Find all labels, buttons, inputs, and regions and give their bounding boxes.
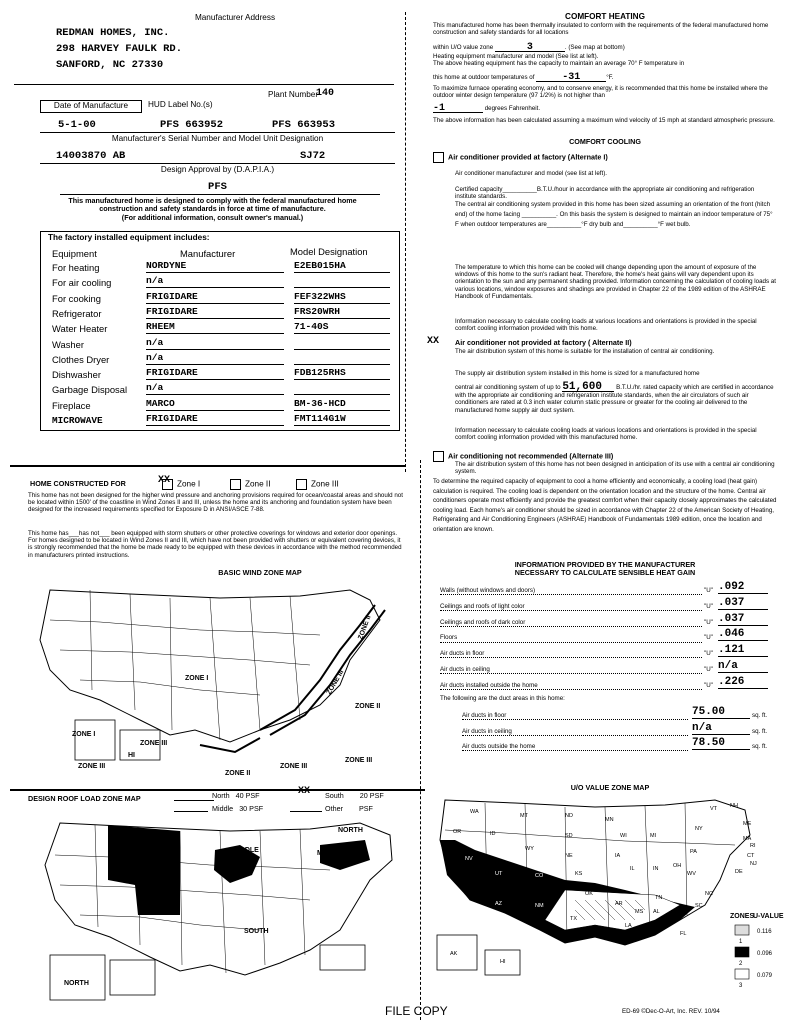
state-label: KS [575,871,583,877]
legend-value: 0.096 [757,951,773,957]
legend-swatch [735,969,749,979]
heat-gain-label: Ceilings and roofs of dark color [440,619,702,627]
serial-value: 14003870 AB [56,150,126,162]
degrees-line [433,105,540,113]
equipment-manufacturer[interactable]: FRIGIDARE [146,367,284,380]
state-label: SD [565,833,573,839]
roof-zone-label: MIDDLE [126,876,153,883]
roof-zone-label: MIDDLE [232,847,259,854]
roof-zone-label: MIDDLE [317,850,344,857]
state-label: ND [565,813,573,819]
alt2-capacity-line [455,381,777,414]
heating-line2: Heating equipment manufacturer and model (See list at left). [433,53,599,60]
hud-value-1: PFS 663952 [160,119,224,131]
state-label: WA [470,809,479,815]
legend-swatch [735,925,749,935]
south-mark: XX [298,786,311,797]
alt1-line5: Information necessary to calculate cooling loads at various locations and orientations is provided in the special comfort cooling information provided with this home. [455,318,757,333]
equipment-model[interactable]: FDB125RHS [294,367,390,380]
home-constructed-label: HOME CONSTRUCTED FOR [30,479,126,488]
state-label: NE [565,853,573,859]
uo-line [433,44,625,52]
legend-zone: 1 [739,939,743,945]
wind-zone-map [20,580,410,785]
degrees-value: -1 [433,103,446,114]
determine-paragraph: To determine the required capacity of equipment to cool a home efficiently and economically, a cooling load (heat gain) calculation is required. The cooling load is dependent on the orientation location and the structure of the home. Central air conditioners operate most efficiently and provide the greatest comfort when their capacity closely approximates the calculated cooling load. Each home's air conditioner should be sized in accordance with Chapter 22 of the American Society of Heating, Refrigerating and Air Conditioning Engineers (ASHRAE) Handbook of Fundamentals 1989 edition, once the location and orientation are known. [433,478,777,533]
alt2-line1: The air distribution system of this home is suitable for the installation of central air conditioning. [455,348,715,355]
equipment-label: MICROWAVE [52,415,103,426]
address-rule [14,84,394,85]
equipment-model[interactable]: E2EB015HA [294,260,390,273]
heat-gain-value[interactable]: .046 [718,628,768,641]
legend-zone: 2 [739,961,743,967]
state-label: NH [730,803,738,809]
alt3-title: Air conditioning not recommended (Alternate III) [448,451,614,461]
duct-unit: sq. ft. [752,743,768,750]
heat-gain-value[interactable]: .037 [718,613,768,626]
state-label: AR [615,901,623,907]
heat-gain-unit: "U" [704,666,713,673]
state-label: ME [743,821,752,827]
duct-value[interactable]: 75.00 [692,706,750,719]
north-psf: 40 PSF [235,791,260,800]
legend-swatch [735,947,749,957]
address-line2: 298 HARVEY FAULK RD. [56,43,183,55]
heat-gain-unit: "U" [704,650,713,658]
heat-gain-unit: "U" [704,634,713,642]
duct-label: Air ducts outside the home [462,743,688,751]
state-label: MS [635,909,644,915]
alt2-title: Air conditioner not provided at factory ( Alternate II) [455,338,632,347]
state-label: CT [747,853,755,859]
equipment-manufacturer[interactable]: FRIGIDARE [146,306,284,319]
heat-gain-label: Air ducts in ceiling [440,666,702,674]
alt1-title: Air conditioner provided at factory (Alternate I) [448,152,608,162]
zone3-box[interactable] [296,479,307,490]
equipment-manufacturer[interactable]: RHEEM [146,321,284,334]
alt1-line2: Certified capacity__________B.T.U./hour in accordance with the appropriate air conditioning and refrigeration institute standards. [455,186,755,201]
compliance-line1: This manufactured home is designed to comply with the federal manufactured home [68,196,357,205]
manufacturer-col-header: Manufacturer [180,248,236,259]
state-label: TX [570,916,578,922]
other-psf: PSF [358,804,373,813]
equipment-model[interactable]: FMT114G1W [294,413,390,426]
equipment-model[interactable] [294,337,390,350]
state-label: MI [650,833,657,839]
alt2-capacity-prefix: central air conditioning system of up to [455,384,561,391]
north-blank[interactable] [174,792,214,801]
heat-gain-unit: "U" [704,587,713,594]
state-label: MD [725,881,734,887]
center-divider [405,12,407,472]
heat-gain-value[interactable]: .037 [718,597,768,610]
state-label: WV [687,871,696,877]
heat-gain-label: Ceilings and roofs of light color [440,603,702,611]
state-label: GA [675,911,683,917]
wind-zone-label: ZONE II [357,614,373,641]
heat-gain-title1: INFORMATION PROVIDED BY THE MANUFACTURER [514,560,696,569]
equipment-label: Garbage Disposal [52,384,128,396]
file-copy-label: FILE COPY [385,1004,448,1018]
uo-value-map [425,795,784,995]
equipment-model[interactable]: FEF322WHS [294,291,390,304]
state-label: HI [500,959,506,965]
wind-zone-label: ZONE I [72,731,96,738]
middle-psf: 30 PSF [239,804,264,813]
duct-label: Air ducts in floor [462,712,688,720]
zone3-checkbox[interactable] [296,479,339,490]
equipment-model[interactable] [294,382,390,395]
state-label: MO [610,873,619,879]
wind-zone-label: ZONE III [325,668,346,696]
address-line1: REDMAN HOMES, INC. [56,27,170,39]
equipment-col-header: Equipment [52,248,97,259]
equipment-label: Washer [52,338,84,350]
hud-label: HUD Label No.(s) [148,100,213,109]
outdoor-line [433,74,614,82]
state-label: CO [535,873,544,879]
uo-prefix: within U/O value zone [433,44,494,51]
equipment-label: Fireplace [52,399,91,411]
duct-unit: sq. ft. [752,727,768,735]
degrees-field[interactable] [433,105,483,113]
uo-value: 3 [526,42,533,53]
equipment-label: For cooking [52,292,101,304]
wind-para1: This home has not been designed for the higher wind pressure and anchoring provisions required for ocean/coastal areas and should not be located within 1500' of the coastline in Wind Zones II and III, unless the home and its anchoring and foundation system have been designed for the increased requirements specified for Exposure D in ANSI/ASCE 7-88. [28,492,403,514]
state-label: NY [695,826,703,832]
state-label: TN [655,895,663,901]
duct-value[interactable]: n/a [692,722,750,735]
state-label: VA [707,873,714,879]
lower-divider [420,460,422,1020]
state-label: SC [695,903,703,909]
zone1-checkbox[interactable] [162,479,200,490]
dapia-label: Design Approval by (D.A.P.I.A.) [160,165,275,174]
state-label: KY [665,883,673,889]
wind-zone-label: ZONE II [355,703,381,710]
serial-label: Manufacturer's Serial Number and Model Unit Designation [111,134,324,143]
state-label: CA [445,891,453,897]
roof-zone-label: NORTH [338,827,363,834]
equipment-label: Dishwasher [52,369,101,381]
state-label: IL [630,866,635,872]
equipment-model[interactable] [294,352,390,365]
equipment-title: The factory installed equipment includes: [48,233,210,242]
state-label: OH [673,863,682,869]
state-label: NM [535,903,544,909]
alt1-line1: Air conditioner manufacturer and model (see list at left). [455,170,608,177]
date-label: Date of Manufacture [40,100,142,113]
south-psf: 20 PSF [359,791,384,800]
compliance-line2: construction and safety standards in force at time of manufacture. [99,204,326,214]
model-value: SJ72 [300,150,326,162]
wind-map-title: BASIC WIND ZONE MAP [218,568,302,577]
roof-north [212,792,260,800]
manufacturer-address [56,25,182,73]
state-label: IN [653,866,659,872]
duct-unit: sq. ft. [752,712,768,719]
south-label: South [325,791,344,800]
heat-gain-title [440,561,770,578]
duct-title: The following are the duct areas in this home: [440,695,565,702]
compliance-line3: (For additional information, consult owner's manual.) [121,212,304,222]
equipment-manufacturer[interactable]: n/a [146,352,284,365]
comfort-heating-title: COMFORT HEATING [565,12,645,21]
alt1-line3: The central air conditioning system provided in this home has been sized assuming an orientation of the front (hitch end) of the home facing __________. On this basis the system is designed to maintain an indoor temperature of 75° F when outdoor temperatures are__________°F dry bulb and__________°F wet bulb. [455,201,773,228]
legend-value: 0.116 [757,929,772,935]
zone1-box[interactable] [162,479,173,490]
alt2-capacity-suffix: B.T.U./hr. rated capacity which are certified in accordance with the appropriate air conditioning and refrigeration institute standards, when the air circulators of such air conditioners are rated at 0.3 inch water column static pressure or greater for the cooling air delivered to the manufactured home supply air duct system. [455,384,774,414]
equipment-label: For heating [52,262,100,273]
uo-map-title: U/O VALUE ZONE MAP [570,783,650,792]
dapia-value: PFS [208,181,227,193]
equipment-label: Clothes Dryer [52,353,110,365]
heat-gain-value[interactable]: .121 [718,644,768,657]
wind-zone-label: ZONE I [185,675,209,682]
equipment-model[interactable] [294,275,390,288]
equipment-manufacturer[interactable]: NORDYNE [146,260,284,273]
heat-gain-title2: NECESSARY TO CALCULATE SENSIBLE HEAT GAIN [514,568,696,578]
alt2-mark: XX [427,336,440,347]
heat-gain-label: Walls (without windows and doors) [440,587,702,595]
equipment-manufacturer[interactable]: MARCO [146,398,284,411]
state-label: MN [605,817,614,823]
alt1-row[interactable] [433,152,608,163]
roof-middle [212,805,263,813]
uo-legend-uvalue-title: U-VALUE [753,913,784,920]
form-id: ED-69 ©Dec-O-Art, Inc. REV. 10/94 [622,1008,720,1015]
duct-value[interactable]: 78.50 [692,737,750,750]
wind-para2: This home has___has not___ been equipped with storm shutters or other protective coverings for windows and exterior door openings. For homes designed to be located in Wind Zones II and III, which have not been provided with shutters or equivalent covering devices, it is strongly recommended that the home be made ready to be equipped with these devices in accordance with the method recommended in manufacturers printed instructions. [28,530,402,559]
duct-label: Air ducts in ceiling [462,728,688,736]
plant-number-value: 140 [316,88,335,99]
roof-south [325,792,384,800]
other-label: Other [325,804,343,813]
wind-zone-label: ZONE III [345,757,373,764]
roof-other [325,805,373,813]
equipment-manufacturer[interactable]: n/a [146,337,284,350]
hud-rule [40,132,395,133]
degrees-suffix: degrees Fahrenheit. [484,105,541,112]
alt2-capacity-value: 51,600 [562,381,602,393]
state-label: FL [680,931,687,937]
heat-gain-label: Air ducts installed outside the home [440,682,702,690]
outdoor-suffix: °F. [606,74,614,81]
date-value: 5-1-00 [58,119,96,131]
alt2-line2: The supply air distribution system installed in this home is sized for a manufactured home [455,370,700,377]
equipment-manufacturer[interactable]: n/a [146,275,284,288]
state-label: NV [465,856,473,862]
heat-gain-unit: "U" [704,618,713,626]
equipment-manufacturer[interactable]: FRIGIDARE [146,291,284,304]
zone3-label: Zone III [311,479,339,489]
north-label: North [212,791,230,800]
heat-gain-label: Floors [440,634,702,642]
serial-rule [40,163,395,164]
state-label: AL [653,909,660,915]
uo-legend-zones-title: ZONES [730,913,755,920]
state-label: NC [705,891,713,897]
equipment-label: For air cooling [52,277,112,289]
state-label: RI [750,843,756,849]
other-blank[interactable] [290,803,322,812]
hud-value-2: PFS 663953 [272,119,336,131]
legend-value: 0.079 [757,973,773,979]
heating-line7: The above information has been calculated assuming a maximum wind velocity of 15 mph at standard atmospheric pressure. [433,117,775,124]
zone2-box[interactable] [230,479,241,490]
uo-field[interactable] [495,44,565,52]
comfort-cooling-title: COMFORT COOLING [569,137,641,146]
zone1-mark: XX [158,475,171,486]
wind-zone-label: ZONE III [280,763,308,770]
middle-blank[interactable] [174,803,208,812]
heat-gain-value[interactable]: .092 [718,581,768,594]
zone2-label: Zone II [245,479,271,489]
state-label: VT [710,806,718,812]
outdoor-value: -31 [562,72,581,83]
state-label: WI [620,833,627,839]
heating-intro: This manufactured home has been thermally insulated to conform with the requirements of the federal manufactured home construction and safety standards for all locations [433,22,769,37]
alt2-capacity-field[interactable] [562,381,614,393]
alt3-line1: The air distribution system of this home has not been designed in anticipation of its use with a central air conditioning system. [455,461,775,476]
state-label: WY [525,846,534,852]
roof-load-title: DESIGN ROOF LOAD ZONE MAP [28,794,141,803]
heat-gain-unit: "U" [704,602,713,610]
state-label: NJ [750,861,757,867]
heating-line5: To maximize furnace operating economy, and to conserve energy, it is recommended that this home be installed where the outdoor winter design temperature (97 1/2%) is not higher than [433,85,768,100]
state-label: MA [743,836,752,842]
outdoor-prefix: this home at outdoor temperatures of [433,74,535,81]
equipment-label: Refrigerator [52,307,102,319]
heat-gain-value[interactable]: n/a [718,660,768,673]
zone2-checkbox[interactable] [230,479,271,490]
middle-label: Middle [212,804,234,813]
heating-line3: The above heating equipment has the capacity to maintain an average 70° F temperature in [433,60,685,67]
state-label: UT [495,871,503,877]
dapia-rule [60,194,380,195]
roof-load-map [20,815,415,1015]
state-label: PA [690,849,697,855]
equipment-model[interactable]: FRS20WRH [294,306,390,319]
state-label: AK [450,951,458,957]
equipment-label: Water Heater [52,323,108,335]
equipment-manufacturer[interactable]: n/a [146,382,284,395]
state-label: MT [520,813,528,819]
state-label: DE [735,869,743,875]
state-label: OK [585,891,593,897]
state-label: OR [453,829,462,835]
alt1-checkbox[interactable] [433,152,444,163]
equipment-model[interactable]: BM-36-HCD [294,398,390,411]
state-label: LA [625,923,632,929]
heat-gain-value[interactable]: .226 [718,676,768,689]
alt1-line4: The temperature to which this home can be cooled will change depending upon the amount of exposure of the windows of this home to the sun's radiant heat. Therefore, the home's heat gains will vary dependent upon its orientation to the sun and any permanent shading provided. Information concerning the calculation of cooling loads at various locations, window exposures and shadings are provided in Chapter 22 of the 1989 edition of the ASHRAE Handbook of Fundamentals. [455,264,776,300]
heat-gain-label: Air ducts in floor [440,650,702,658]
wind-zone-label: ZONE II [225,770,251,777]
outdoor-field[interactable] [536,74,606,82]
roof-zone-label: SOUTH [244,928,269,935]
zone1-label: Zone I [177,479,201,489]
manufacturer-address-label: Manufacturer Address [194,13,276,22]
roof-zone-label: NORTH [64,980,89,987]
alt3-checkbox[interactable] [433,451,444,462]
heat-gain-unit: "U" [704,681,713,689]
equipment-model[interactable]: 71-40S [294,321,390,334]
wind-zone-label: ZONE III [78,763,106,770]
plant-number-label: Plant Number [268,90,319,99]
legend-zone: 3 [739,983,743,989]
compliance-notice [30,197,395,222]
wind-zone-label: HI [128,752,135,759]
model-col-header: Model Designation [290,246,368,257]
address-line3: SANFORD, NC 27330 [56,59,164,71]
state-label: ID [490,831,496,837]
equipment-manufacturer[interactable]: FRIGIDARE [146,413,284,426]
left-section-rule [10,465,406,467]
state-label: IA [615,853,621,859]
wind-zone-label: ZONE III [140,740,168,747]
alt2-line3: Information necessary to calculate cooling loads at various locations and orientations is provided in the special comfort cooling information provided with this manufactured home. [455,427,757,442]
state-label: AZ [495,901,503,907]
uo-suffix: . (See map at bottom) [564,44,625,51]
